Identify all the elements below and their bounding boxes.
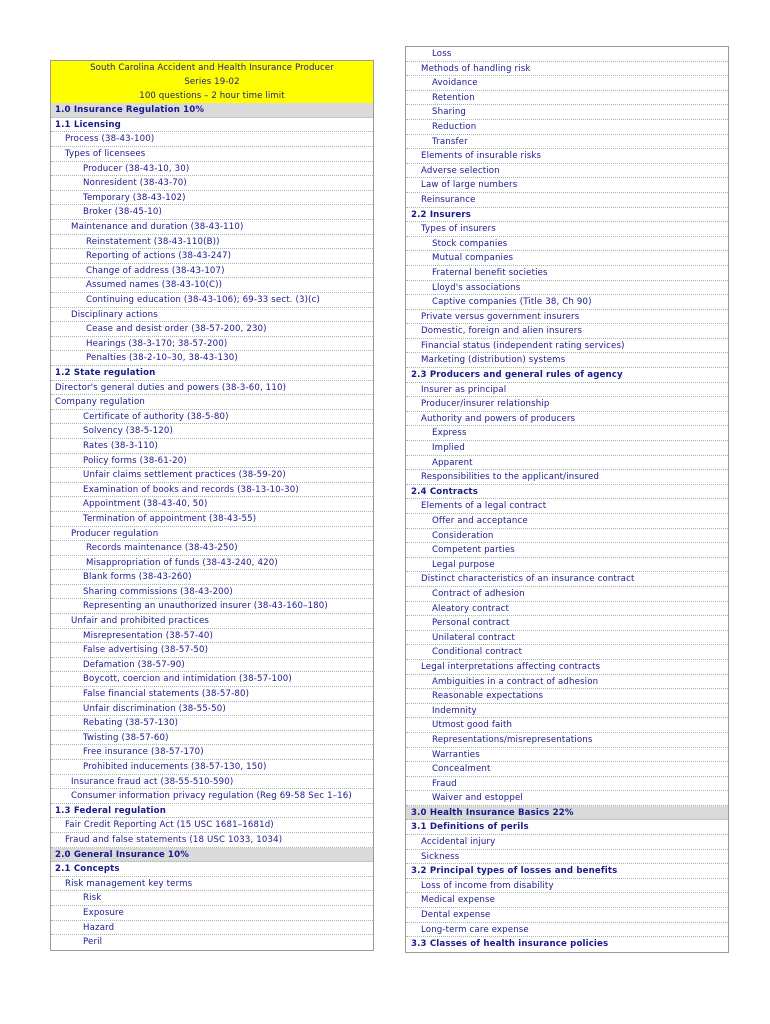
outline-item: Stock companies	[406, 237, 728, 252]
outline-item: Reasonable expectations	[406, 689, 728, 704]
subsection-heading: 3.2 Principal types of losses and benefits	[406, 864, 728, 879]
outline-item: Sharing commissions (38-43-200)	[51, 585, 373, 600]
outline-item: Appointment (38-43-40, 50)	[51, 497, 373, 512]
outline-item: False financial statements (38-57-80)	[51, 687, 373, 702]
outline-item: Defamation (38-57-90)	[51, 658, 373, 673]
outline-item: Producer (38-43-10, 30)	[51, 162, 373, 177]
outline-item: Records maintenance (38-43-250)	[51, 541, 373, 556]
subsection-heading: 2.3 Producers and general rules of agency	[406, 368, 728, 383]
outline-item: Change of address (38-43-107)	[51, 264, 373, 279]
outline-item: Retention	[406, 91, 728, 106]
outline-item: Risk	[51, 891, 373, 906]
outline-item: Rebating (38-57-130)	[51, 716, 373, 731]
outline-item: Consideration	[406, 529, 728, 544]
outline-item: Marketing (distribution) systems	[406, 353, 728, 368]
outline-item: Unilateral contract	[406, 631, 728, 646]
outline-item: Utmost good faith	[406, 718, 728, 733]
section-heading: 1.0 Insurance Regulation 10%	[51, 103, 373, 118]
subsection-heading: 2.4 Contracts	[406, 485, 728, 500]
outline-item: Reinstatement (38-43-110(B))	[51, 235, 373, 250]
outline-item: Long-term care expense	[406, 923, 728, 938]
outline-item: False advertising (38-57-50)	[51, 643, 373, 658]
outline-item: Medical expense	[406, 893, 728, 908]
outline-item: Legal interpretations affecting contracts	[406, 660, 728, 675]
outline-item: Loss of income from disability	[406, 879, 728, 894]
right-outline-rows	[406, 47, 728, 952]
outline-item: Elements of insurable risks	[406, 149, 728, 164]
outline-item: Competent parties	[406, 543, 728, 558]
outline-item: Temporary (38-43-102)	[51, 191, 373, 206]
outline-item: Conditional contract	[406, 645, 728, 660]
outline-item: Reporting of actions (38-43-247)	[51, 249, 373, 264]
outline-item: Legal purpose	[406, 558, 728, 573]
outline-item: Warranties	[406, 748, 728, 763]
outline-item: Risk management key terms	[51, 877, 373, 892]
header-line: South Carolina Accident and Health Insurance Producer	[51, 61, 373, 75]
outline-item: Boycott, coercion and intimidation (38-57-100)	[51, 672, 373, 687]
outline-item: Implied	[406, 441, 728, 456]
outline-item: Methods of handling risk	[406, 62, 728, 77]
outline-item: Concealment	[406, 762, 728, 777]
outline-item: Indemnity	[406, 704, 728, 719]
outline-item: Unfair discrimination (38-55-50)	[51, 702, 373, 717]
outline-item: Penalties (38-2-10–30, 38-43-130)	[51, 351, 373, 366]
outline-item: Rates (38-3-110)	[51, 439, 373, 454]
outline-item: Insurance fraud act (38-55-510-590)	[51, 775, 373, 790]
subsection-heading: 2.2 Insurers	[406, 208, 728, 223]
subsection-heading: 1.3 Federal regulation	[51, 804, 373, 819]
outline-item: Law of large numbers	[406, 178, 728, 193]
outline-item: Representing an unauthorized insurer (38-43-160–180)	[51, 599, 373, 614]
outline-item: Reinsurance	[406, 193, 728, 208]
outline-item: Insurer as principal	[406, 383, 728, 398]
outline-item: Prohibited inducements (38-57-130, 150)	[51, 760, 373, 775]
outline-item: Maintenance and duration (38-43-110)	[51, 220, 373, 235]
outline-item: Sickness	[406, 850, 728, 865]
subsection-heading: 1.1 Licensing	[51, 118, 373, 133]
outline-item: Twisting (38-57-60)	[51, 731, 373, 746]
outline-item: Assumed names (38-43-10(C))	[51, 278, 373, 293]
outline-item: Director's general duties and powers (38-3-60, 110)	[51, 381, 373, 396]
outline-item: Hazard	[51, 921, 373, 936]
outline-item: Hearings (38-3-170; 38-57-200)	[51, 337, 373, 352]
header-line: 100 questions – 2 hour time limit	[51, 89, 373, 103]
header-line: Series 19-02	[51, 75, 373, 89]
outline-item: Process (38-43-100)	[51, 132, 373, 147]
outline-item: Ambiguities in a contract of adhesion	[406, 675, 728, 690]
outline-item: Misappropriation of funds (38-43-240, 420)	[51, 556, 373, 571]
left-outline-rows	[51, 103, 373, 949]
outline-item: Fraud	[406, 777, 728, 792]
outline-item: Certificate of authority (38-5-80)	[51, 410, 373, 425]
outline-item: Producer regulation	[51, 527, 373, 542]
subsection-heading: 3.3 Classes of health insurance policies	[411, 939, 609, 950]
outline-item: Sharing	[406, 105, 728, 120]
outline-item: Domestic, foreign and alien insurers	[406, 324, 728, 339]
outline-item: Fair Credit Reporting Act (15 USC 1681–1681d)	[51, 818, 373, 833]
outline-item: Types of licensees	[51, 147, 373, 162]
outline-item: Loss	[406, 47, 728, 62]
subsection-heading: 3.1 Definitions of perils	[406, 820, 728, 835]
outline-item: Elements of a legal contract	[406, 499, 728, 514]
outline-item: Continuing education (38-43-106); 69-33 sect. (3)(c)	[51, 293, 373, 308]
outline-item: Company regulation	[51, 395, 373, 410]
section-heading: 2.0 General Insurance 10%	[51, 848, 373, 863]
outline-item: Unfair and prohibited practices	[51, 614, 373, 629]
outline-item: Waiver and estoppel	[406, 791, 728, 806]
outline-item: Solvency (38-5-120)	[51, 424, 373, 439]
outline-item: Peril	[83, 937, 103, 948]
document-header	[51, 61, 373, 103]
section-heading: 3.0 Health Insurance Basics 22%	[406, 806, 728, 821]
outline-item: Producer/insurer relationship	[406, 397, 728, 412]
outline-item: Disciplinary actions	[51, 308, 373, 323]
outline-item: Examination of books and records (38-13-10-30)	[51, 483, 373, 498]
outline-item: Private versus government insurers	[406, 310, 728, 325]
outline-item: Broker (38-45-10)	[51, 205, 373, 220]
outline-item: Aleatory contract	[406, 602, 728, 617]
outline-item: Unfair claims settlement practices (38-59-20)	[51, 468, 373, 483]
outline-item: Policy forms (38-61-20)	[51, 454, 373, 469]
outline-item: Reduction	[406, 120, 728, 135]
outline-item: Apparent	[406, 456, 728, 471]
outline-item: Financial status (independent rating services)	[406, 339, 728, 354]
outline-item: Free insurance (38-57-170)	[51, 745, 373, 760]
outline-item: Exposure	[51, 906, 373, 921]
outline-item: Blank forms (38-43-260)	[51, 570, 373, 585]
outline-item: Adverse selection	[406, 164, 728, 179]
outline-item: Responsibilities to the applicant/insured	[406, 470, 728, 485]
outline-item: Fraud and false statements (18 USC 1033, 1034)	[51, 833, 373, 848]
outline-item: Lloyd's associations	[406, 281, 728, 296]
outline-item: Avoidance	[406, 76, 728, 91]
outline-item: Nonresident (38-43-70)	[51, 176, 373, 191]
outline-item: Offer and acceptance	[406, 514, 728, 529]
outline-item: Consumer information privacy regulation (Reg 69-58 Sec 1–16)	[51, 789, 373, 804]
outline-item: Types of insurers	[406, 222, 728, 237]
outline-item: Authority and powers of producers	[406, 412, 728, 427]
left-outline-table	[50, 60, 374, 951]
outline-item: Mutual companies	[406, 251, 728, 266]
outline-item: Representations/misrepresentations	[406, 733, 728, 748]
outline-item: Misrepresentation (38-57-40)	[51, 629, 373, 644]
outline-item: Accidental injury	[406, 835, 728, 850]
outline-item: Personal contract	[406, 616, 728, 631]
outline-item: Express	[406, 426, 728, 441]
outline-item: Cease and desist order (38-57-200, 230)	[51, 322, 373, 337]
outline-item: Transfer	[406, 135, 728, 150]
outline-item: Termination of appointment (38-43-55)	[51, 512, 373, 527]
subsection-heading: 1.2 State regulation	[51, 366, 373, 381]
outline-item: Dental expense	[406, 908, 728, 923]
right-outline-table	[405, 46, 729, 953]
outline-item: Contract of adhesion	[406, 587, 728, 602]
outline-item: Fraternal benefit societies	[406, 266, 728, 281]
outline-item: Captive companies (Title 38, Ch 90)	[406, 295, 728, 310]
subsection-heading: 2.1 Concepts	[51, 862, 373, 877]
outline-item: Distinct characteristics of an insurance contract	[406, 572, 728, 587]
